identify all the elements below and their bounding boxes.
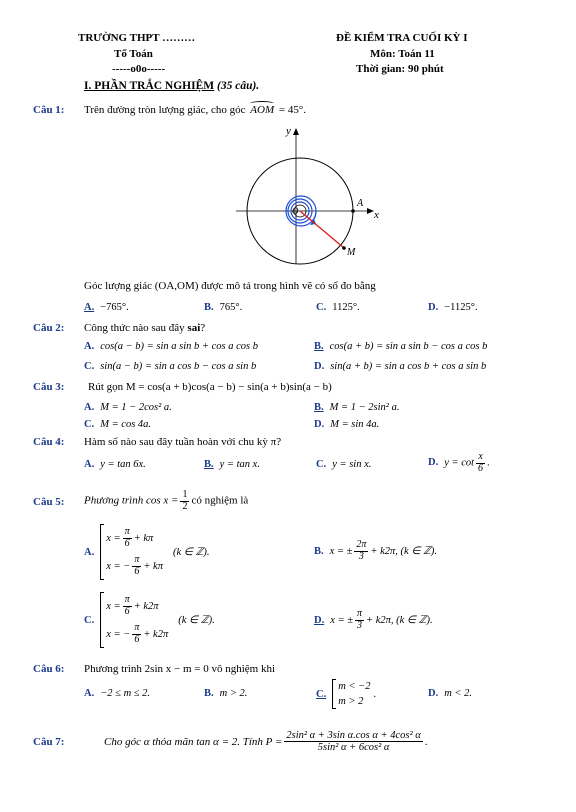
fraction-denominator: 2 [182,500,188,512]
q4-option-b[interactable] [204,459,260,470]
option-letter: B. [314,545,324,557]
sys-line: m < −2 [338,681,371,692]
q1-text-2: Góc lượng giác (OA,OM) được mô tả trong hình vẽ có số đo bằng [84,280,376,292]
sys-line: m > 2 [338,696,364,707]
fraction-numerator: π [124,594,130,605]
fraction-denominator: 6 [134,565,140,577]
q1-angle-name: AOM [250,104,275,116]
option-letter: C. [84,361,95,372]
option-letter: C. [316,459,327,470]
q5-option-b[interactable] [314,540,437,562]
q5-text-end: có nghiệm là [191,494,249,507]
option-letter: A. [84,341,95,352]
unit-circle-diagram [230,118,410,268]
exam-time: Thời gian: 90 phút [356,63,444,75]
section-count: (35 câu). [217,80,260,92]
option-letter: B. [314,402,324,413]
question-2 [0,322,576,342]
option-text: 1125°. [332,302,360,313]
q2-option-c[interactable] [84,361,256,372]
option-letter: B. [204,302,214,313]
fraction-numerator: 1 [182,489,188,500]
option-text: y = sin x. [332,459,372,470]
option-text: sin(a − b) = sin a cos b − cos a sin b [100,361,257,372]
sys-text: x = − [106,560,131,572]
option-text: −2 ≤ m ≤ 2. [100,688,151,699]
fraction-numerator: x [478,451,483,462]
sys-text: x = [106,600,121,612]
option-text: m > 2. [219,688,248,699]
option-letter: B. [204,459,214,470]
option-text: y = tan x. [219,459,260,470]
q3-option-c[interactable] [84,419,151,430]
question-number: Câu 2: [33,322,65,334]
exam-title: ĐỀ KIỂM TRA CUỐI KỲ I [336,32,468,44]
q1-option-c[interactable] [316,302,360,313]
q1-text: Trên đường tròn lượng giác, cho góc [84,104,246,116]
question-number: Câu 1: [33,104,65,116]
q6-c-system [332,679,370,709]
question-6 [0,663,576,683]
q1-option-a[interactable] [84,302,129,313]
header-separator: -----o0o----- [112,63,166,75]
q7-fraction [284,730,422,753]
fraction-numerator: π [134,622,140,633]
fraction-numerator: 2sin² α + 3sin α.cos α + 4cos² α [286,730,421,741]
question-number: Câu 4: [33,436,65,448]
option-text: y = cot [444,457,475,469]
question-text: Rút gọn M = cos(a + b)cos(a − b) − sin(a + b)sin(a − b) [88,381,332,393]
q4-d-fraction [476,452,485,474]
q2-text-end: ? [200,322,206,334]
fraction-numerator: π [134,554,140,565]
point-a [351,209,355,213]
option-letter: C. [316,302,327,313]
school-name: TRƯỜNG THPT ……… [78,32,196,44]
fraction-denominator: 6 [124,605,130,617]
fraction-denominator: 6 [134,633,140,645]
option-text: + k2π, (k ∈ ℤ). [366,615,433,626]
sys-text: x = [106,532,121,544]
option-letter: C. [316,688,327,700]
question-5 [0,489,576,516]
fraction-denominator: 6 [478,462,484,474]
q4-option-a[interactable] [84,459,146,470]
fraction-denominator: 3 [356,619,362,631]
question-text [84,104,306,116]
q5-fraction [180,490,189,512]
option-text: M = cos 4a. [100,419,152,430]
segment-om [300,211,344,248]
option-letter: D. [314,614,325,626]
q6-option-d[interactable] [428,688,472,699]
question-text: Hàm số nào sau đây tuần hoàn với chu kỳ π? [84,436,282,448]
option-text: y = tan 6x. [100,459,146,470]
y-label: y [286,125,291,137]
q5-option-a[interactable] [84,524,209,580]
question-text [84,322,205,334]
q1-angle-value: = 45°. [278,104,306,116]
option-letter: C. [84,419,95,430]
q7-text: Cho góc α thỏa mãn tan α = 2. Tính P = [104,735,283,748]
fraction-denominator: 6 [124,537,130,549]
x-axis-arrow [367,208,374,214]
q5-option-c[interactable] [84,592,215,648]
q2-text: Công thức nào sau đây [84,322,188,334]
q5-a-system [100,524,163,580]
option-letter: A. [84,402,95,413]
q3-option-b[interactable] [314,402,399,413]
option-text: m < 2. [444,688,473,699]
q1-option-d[interactable] [428,302,478,313]
option-text: 765°. [219,302,243,313]
section-title [84,80,259,92]
q6-option-b[interactable] [204,688,247,699]
fraction-numerator: 2π [356,539,367,550]
y-axis-arrow [293,128,299,135]
option-letter: A. [84,302,95,313]
question-number: Câu 6: [33,663,65,675]
option-text: cos(a + b) = sin a sin b − cos a cos b [329,341,488,352]
q6-option-c[interactable] [316,679,376,709]
option-letter: D. [428,457,439,469]
o-label: O [292,206,299,216]
sys-text: + kπ [133,532,154,544]
option-letter: D. [428,688,439,699]
q5-option-d[interactable] [314,609,433,631]
sys-text: + k2π [133,600,159,612]
q7-text-end: . [424,735,428,748]
q6-option-a[interactable] [84,688,150,699]
question-text [104,730,428,753]
q5-c-system [100,592,168,648]
option-letter: A. [84,459,95,470]
option-text: −1125°. [444,302,478,313]
q2-option-d[interactable] [314,361,486,372]
option-letter: B. [314,341,324,352]
option-tail: (k ∈ ℤ). [178,615,215,626]
point-m [342,246,346,250]
q4-option-c[interactable] [316,459,371,470]
department: Tổ Toán [114,48,153,60]
q5-text: Phương trình cos x = [84,494,179,507]
fraction-numerator: π [124,526,130,537]
option-letter: A. [84,546,95,558]
option-tail: (k ∈ ℤ). [172,547,210,558]
q1-angle [250,104,274,116]
option-text: x = ± [329,545,353,557]
option-letter: C. [84,614,95,626]
question-number: Câu 7: [33,736,65,748]
q2-emphasis: sai [187,322,201,334]
question-7 [0,730,576,760]
q2-option-a[interactable] [84,341,258,352]
q4-option-d[interactable] [428,452,490,474]
fraction-numerator: π [356,608,362,619]
option-letter: D. [314,361,325,372]
q3-option-a[interactable] [84,402,172,413]
option-letter: D. [314,419,325,430]
option-letter: D. [428,302,439,313]
question-number: Câu 5: [33,496,65,508]
exam-subject: Môn: Toán 11 [370,48,435,60]
option-text: x = ± [330,614,353,626]
option-text: + k2π, (k ∈ ℤ). [370,546,438,557]
option-letter: A. [84,688,95,699]
option-letter: B. [204,688,214,699]
option-end: . [487,457,490,469]
m-label: M [347,247,356,258]
option-text: sin(a + b) = sin a cos b + cos a sin b [330,361,487,372]
option-text: −765°. [100,302,129,313]
option-text: cos(a − b) = sin a sin b + cos a cos b [100,341,258,352]
q2-option-b[interactable] [314,341,487,352]
sys-text: + kπ [143,560,163,572]
sys-text: + k2π [143,628,169,640]
question-text [84,490,248,512]
question-3 [0,381,576,401]
option-text: M = 1 − 2sin² a. [329,402,400,413]
fraction-denominator: 3 [358,550,364,562]
a-label: A [357,198,364,209]
q3-option-d[interactable] [314,419,379,430]
section-title-text: I. PHẦN TRẮC NGHIỆM [84,80,215,92]
option-text: M = 1 − 2cos² a. [100,402,172,413]
fraction-denominator: 5sin² α + 6cos² α [317,742,390,754]
question-text: Phương trình 2sin x − m = 0 vô nghiệm khi [84,663,276,675]
option-tail: . [373,688,377,700]
sys-text: x = − [106,628,131,640]
q1-option-b[interactable] [204,302,242,313]
question-number: Câu 3: [33,381,65,393]
option-text: M = sin 4a. [330,419,380,430]
x-label: x [374,209,379,221]
